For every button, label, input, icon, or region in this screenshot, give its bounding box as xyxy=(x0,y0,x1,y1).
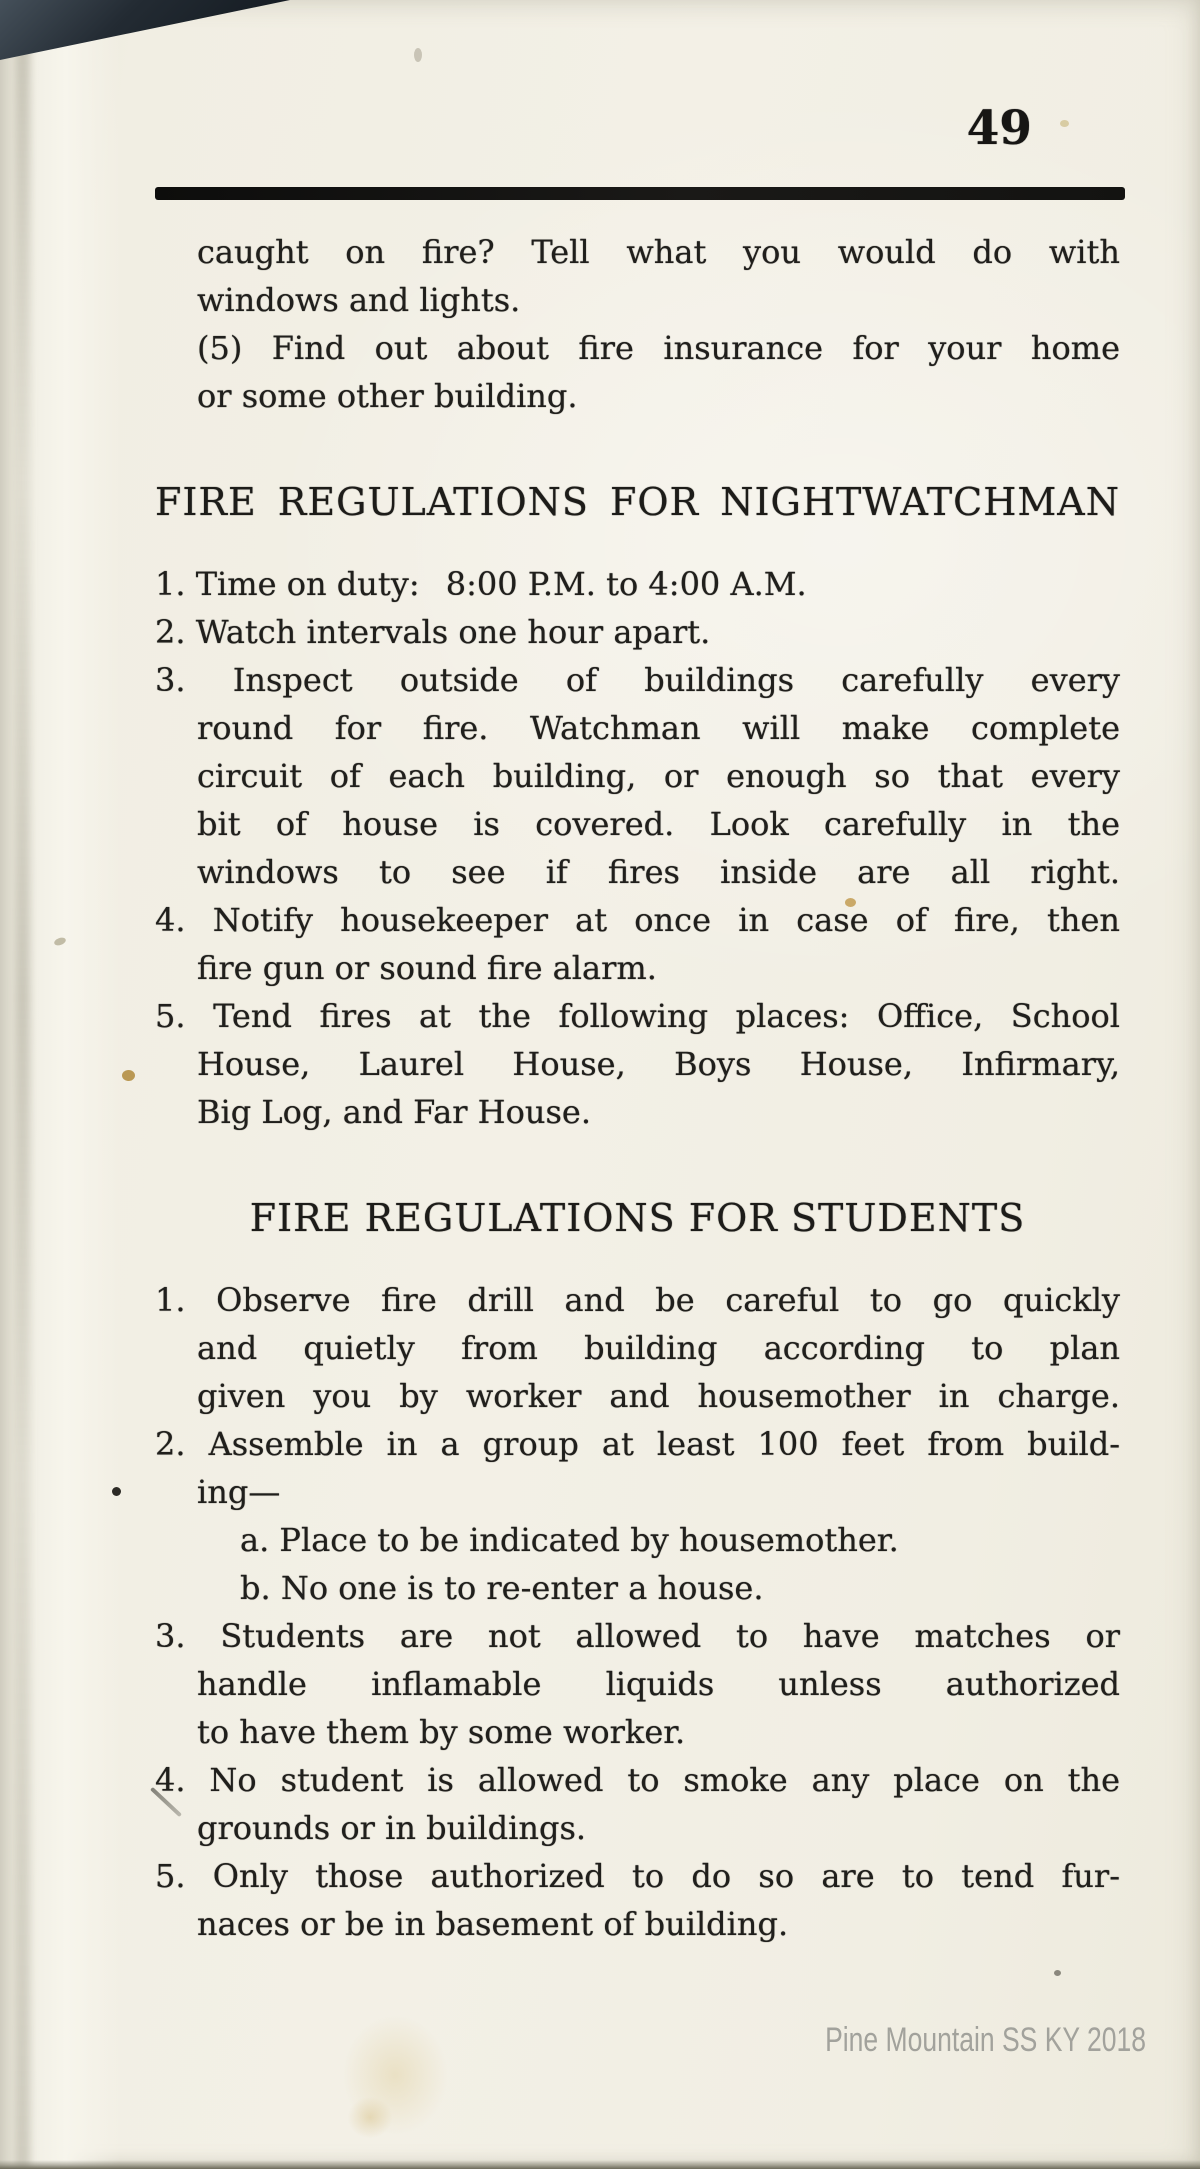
text-line: Big Log, and Far House. xyxy=(197,1093,591,1131)
text-line: (5) Find out about fire insurance for your home xyxy=(197,329,1120,367)
text-line: 5. Tend fires at the following places: Office, School xyxy=(155,997,1120,1035)
text-section xyxy=(0,228,1200,420)
text-line: 2. Watch intervals one hour apart. xyxy=(155,613,711,651)
paper-speck xyxy=(414,48,422,62)
text-section xyxy=(0,478,1200,1136)
text-line: caught on fire? Tell what you would do with xyxy=(197,233,1120,271)
paper-stain xyxy=(320,1990,470,2160)
text-line: 2. Assemble in a group at least 100 feet from build- xyxy=(155,1425,1120,1463)
text-line: given you by worker and housemother in charge. xyxy=(197,1377,1120,1415)
text-line: circuit of each building, or enough so that every xyxy=(197,757,1120,795)
page-content xyxy=(0,228,1200,1948)
section-heading: FIRE REGULATIONS FOR NIGHTWATCHMAN xyxy=(155,480,1120,524)
scan-corner-shadow xyxy=(0,0,290,60)
paper-stain xyxy=(340,2090,400,2145)
watermark-text: Pine Mountain SS KY 2018 xyxy=(825,2021,1146,2059)
text-line: windows to see if fires inside are all right. xyxy=(197,853,1120,891)
text-line: 5. Only those authorized to do so are to tend fur- xyxy=(155,1857,1120,1895)
text-line: 1. Time on duty: 8:00 P.M. to 4:00 A.M. xyxy=(155,565,807,603)
scan-edge-bottom xyxy=(0,2160,1200,2169)
text-line: or some other building. xyxy=(197,377,578,415)
text-line: 1. Observe fire drill and be careful to go quickly xyxy=(155,1281,1120,1319)
text-section xyxy=(0,1194,1200,1948)
paper-speck xyxy=(1054,1970,1061,1976)
page-number: 49 xyxy=(966,101,1032,156)
text-line: grounds or in buildings. xyxy=(197,1809,587,1847)
text-line: round for fire. Watchman will make complete xyxy=(197,709,1120,747)
text-line: fire gun or sound fire alarm. xyxy=(197,949,657,987)
text-line: 4. Notify housekeeper at once in case of fire, then xyxy=(155,901,1120,939)
text-line: b. No one is to re-enter a house. xyxy=(240,1569,764,1607)
text-line: and quietly from building according to plan xyxy=(197,1329,1120,1367)
text-line: 3. Inspect outside of buildings carefully every xyxy=(155,661,1120,699)
text-line: a. Place to be indicated by housemother. xyxy=(240,1521,899,1559)
text-line: naces or be in basement of building. xyxy=(197,1905,789,1943)
text-line: handle inflamable liquids unless authorized xyxy=(197,1665,1120,1703)
text-line: ing— xyxy=(197,1473,281,1511)
section-heading: FIRE REGULATIONS FOR STUDENTS xyxy=(249,1196,1026,1240)
text-line: House, Laurel House, Boys House, Infirmary, xyxy=(197,1045,1120,1083)
header-rule xyxy=(155,187,1125,200)
text-line: bit of house is covered. Look carefully in the xyxy=(197,805,1120,843)
text-line: to have them by some worker. xyxy=(197,1713,686,1751)
text-line: 4. No student is allowed to smoke any place on the xyxy=(155,1761,1120,1799)
text-line: 3. Students are not allowed to have matches or xyxy=(155,1617,1120,1655)
paper-speck xyxy=(1060,120,1069,127)
text-line: windows and lights. xyxy=(197,281,521,319)
